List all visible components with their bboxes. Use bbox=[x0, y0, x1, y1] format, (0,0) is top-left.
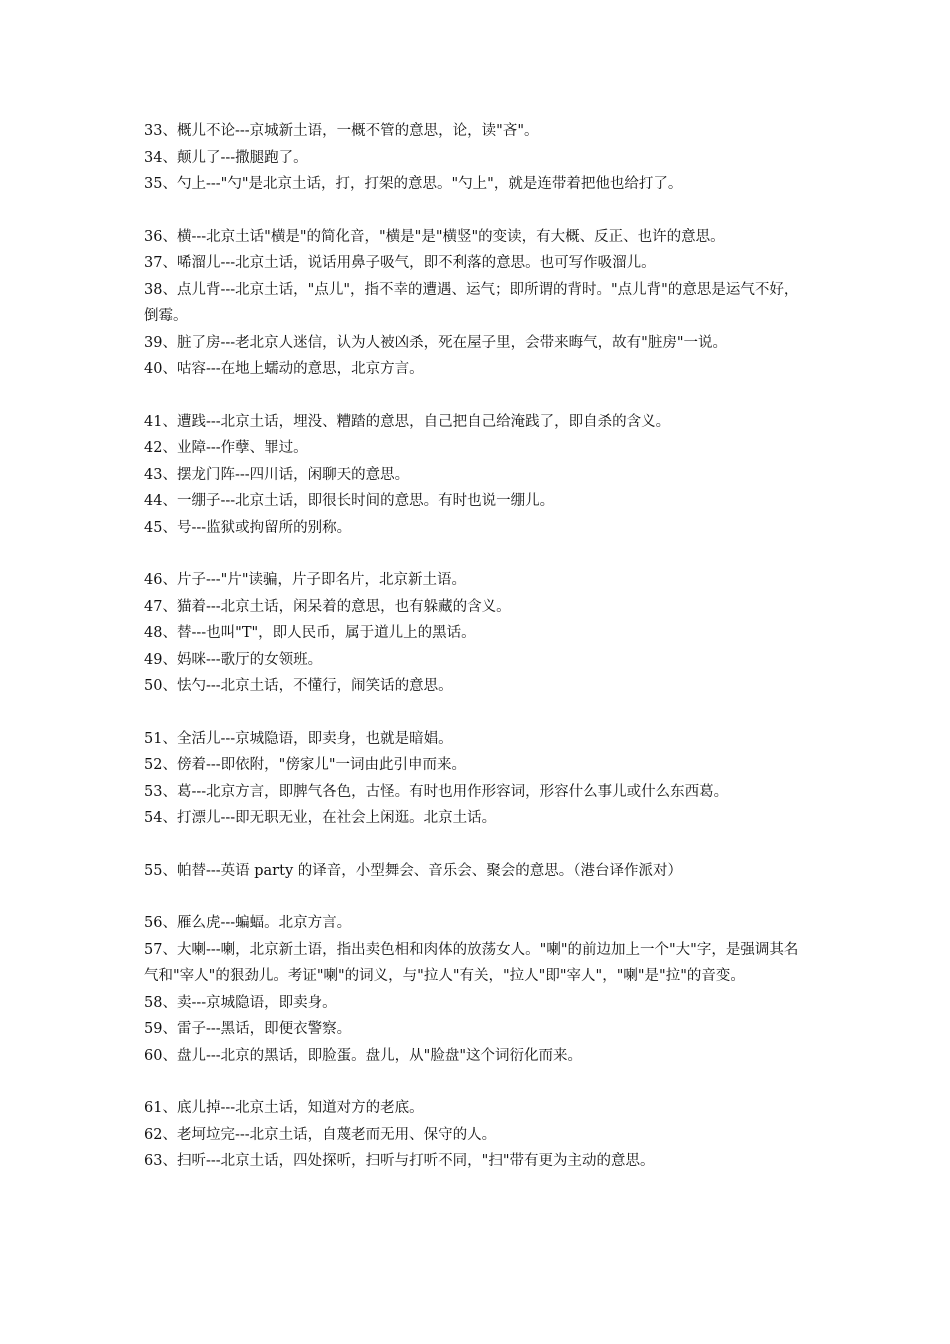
glossary-entry: 58、卖---京城隐语，即卖身。 bbox=[144, 994, 337, 1011]
glossary-entry: 54、打漂儿---即无职无业，在社会上闲逛。北京土话。 bbox=[144, 810, 497, 826]
glossary-entry: 37、唏溜儿---北京土话，说话用鼻子吸气，即不利落的意思。也可写作吸溜儿。 bbox=[144, 255, 656, 271]
glossary-entry: 43、摆龙门阵---四川话，闲聊天的意思。 bbox=[144, 466, 410, 483]
entry-group-36-40 bbox=[144, 224, 812, 383]
glossary-entry: 53、葛---北京方言，即脾气各色，古怪。有时也用作形容词，形容什么事儿或什么东西葛。 bbox=[144, 783, 729, 800]
glossary-content bbox=[144, 118, 812, 1201]
glossary-entry: 63、扫听---北京土话，四处探听，扫听与打听不同，"扫"带有更为主动的意思。 bbox=[144, 1153, 655, 1169]
glossary-entry: 60、盘儿---北京的黑话，即脸蛋。盘儿，从"脸盘"这个词衍化而来。 bbox=[144, 1047, 582, 1064]
glossary-entry: 39、脏了房---老北京人迷信，认为人被凶杀，死在屋子里，会带来晦气，故有"脏房"一说。 bbox=[144, 334, 727, 351]
glossary-entry: 47、猫着---北京土话，闲呆着的意思，也有躲藏的含义。 bbox=[144, 598, 511, 615]
entry-group-61-63 bbox=[144, 1095, 812, 1175]
glossary-entry: 62、老坷垃完---北京土话，自蔑老而无用、保守的人。 bbox=[144, 1126, 497, 1143]
glossary-entry: 36、横---北京土话"横是"的简化音，"横是"是"横竖"的变读，有大概、反正、也许的意思。 bbox=[144, 228, 725, 245]
glossary-entry: 33、概儿不论---京城新土语，一概不管的意思，论，读"吝"。 bbox=[144, 123, 539, 139]
glossary-entry: 42、业障---作孽、罪过。 bbox=[144, 440, 308, 456]
glossary-entry: 49、妈咪---歌厅的女领班。 bbox=[144, 651, 323, 668]
glossary-entry: 56、雁么虎---蝙蝠。北京方言。 bbox=[144, 915, 352, 931]
glossary-entry: 44、一绷子---北京土话，即很长时间的意思。有时也说一绷儿。 bbox=[144, 493, 555, 509]
glossary-entry: 41、遭践---北京土话，埋没、糟踏的意思，自己把自己给淹践了，即自杀的含义。 bbox=[144, 413, 671, 430]
glossary-entry: 52、傍着---即依附，"傍家儿"一词由此引申而来。 bbox=[144, 757, 466, 773]
entry-group-33-35 bbox=[144, 118, 812, 198]
glossary-entry: 50、怯勺---北京土话，不懂行，闹笑话的意思。 bbox=[144, 678, 453, 694]
glossary-entry: 40、咕容---在地上蠕动的意思，北京方言。 bbox=[144, 361, 424, 377]
glossary-entry: 45、号---监狱或拘留所的别称。 bbox=[144, 519, 352, 536]
glossary-entry: 48、替---也叫"T"，即人民币，属于道儿上的黑话。 bbox=[144, 625, 476, 641]
glossary-entry: 38、点儿背---北京土话，"点儿"，指不幸的遭遇、运气；即所谓的背时。"点儿背"的意思是运气不好，倒霉。 bbox=[144, 281, 799, 324]
glossary-entry: 35、勺上---"勺"是北京土话，打，打架的意思。"勺上"，就是连带着把他也给打了。 bbox=[144, 176, 683, 192]
glossary-entry: 61、底儿掉---北京土话，知道对方的老底。 bbox=[144, 1100, 424, 1116]
entry-group-51-54 bbox=[144, 726, 812, 832]
entry-group-46-50 bbox=[144, 567, 812, 700]
glossary-entry: 51、全活儿---京城隐语，即卖身，也就是暗娼。 bbox=[144, 730, 453, 747]
glossary-entry: 57、大喇---喇，北京新土语，指出卖色相和肉体的放荡女人。"喇"的前边加上一个"大"字，是强调其名气和"宰人"的狠劲儿。考证"喇"的词义，与"拉人"有关，"拉人"即"宰人"，"喇"是"拉"的音变。 bbox=[144, 941, 799, 984]
glossary-entry: 59、雷子---黑话，即便衣警察。 bbox=[144, 1021, 352, 1037]
entry-group-41-45 bbox=[144, 409, 812, 542]
glossary-entry: 55、帕替---英语 party 的译音，小型舞会、音乐会、聚会的意思。（港台译作派对） bbox=[144, 862, 682, 879]
glossary-entry: 46、片子---"片"读骗，片子即名片，北京新土语。 bbox=[144, 572, 466, 588]
glossary-entry: 34、颠儿了---撒腿跑了。 bbox=[144, 149, 308, 166]
entry-group-56-60 bbox=[144, 910, 812, 1069]
entry-group-55 bbox=[144, 858, 812, 885]
